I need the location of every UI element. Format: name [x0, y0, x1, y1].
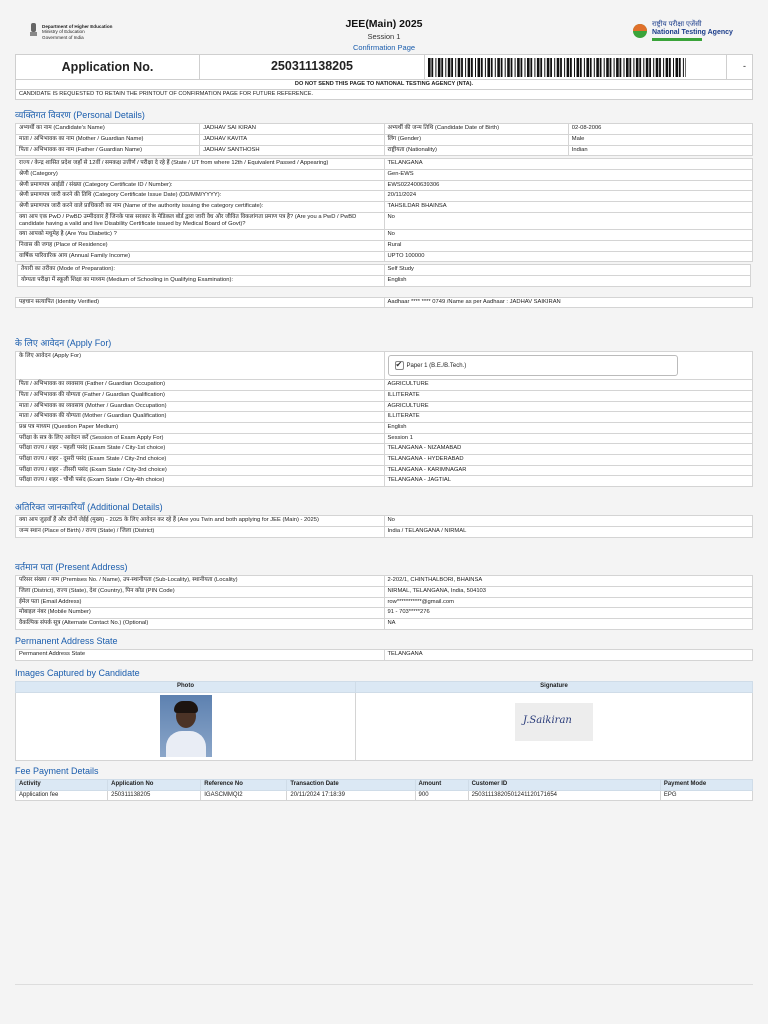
table-row	[16, 240, 753, 251]
field-value: JADHAV SAI KIRAN	[200, 124, 384, 135]
field-label: वार्षिक पारिवारिक आय (Annual Family Income)	[16, 251, 385, 262]
table-row	[16, 134, 753, 145]
photo-cell	[16, 692, 356, 760]
field-label: पिता / अभिभावक की योग्यता (Father / Guardian Qualification)	[16, 390, 385, 401]
field-label: क्या आप जुड़वाँ हैं और दोनों जेईई (मुख्य) - 2025 के लिए आवेदन कर रहे हैं (Are you Twin and both applying for JEE (Main) - 2025)	[16, 516, 385, 527]
field-label: तैयारी का तरीका (Mode of Preparation):	[18, 265, 385, 276]
table-row	[16, 465, 753, 476]
page-bottom-divider	[15, 984, 753, 985]
field-value: Self Study	[384, 265, 751, 276]
field-value: ILLITERATE	[384, 412, 753, 423]
signature-cell	[356, 692, 753, 760]
table-row	[16, 476, 753, 487]
present-address-heading: वर्तमान पता (Present Address)	[15, 562, 128, 572]
field-label: श्रेणी प्रमाणपत्र जारी करने की तिथि (Category Certificate Issue Date) (DD/MM/YYYY):	[16, 191, 385, 202]
field-label: माता / अभिभावक की योग्यता (Mother / Guardian Qualification)	[16, 412, 385, 423]
field-label: परीक्षा राज्य / शहर - दूसरी पसंद (Exam State / City-2nd choice)	[16, 455, 385, 466]
images-heading: Images Captured by Candidate	[15, 668, 140, 678]
field-value: Indian	[568, 145, 752, 156]
field-value: English	[384, 275, 751, 286]
field-label: ईमेल पता (Email Address)	[16, 597, 385, 608]
personal-details-section	[15, 110, 753, 308]
field-value: 20/11/2024	[384, 191, 753, 202]
fee-cell: 25031113820501241120171654	[468, 790, 660, 801]
candidate-photo	[160, 695, 212, 757]
field-value: TELANGANA - KARIMNAGAR	[384, 465, 753, 476]
field-value: TELANGANA	[384, 159, 753, 170]
photo-header: Photo	[16, 682, 356, 693]
field-value: NA	[384, 619, 753, 630]
fee-column-header: Application No	[108, 780, 201, 791]
nta-english-name: National Testing Agency	[652, 29, 733, 36]
field-label: परीक्षा राज्य / शहर - पहली पसंद (Exam State / City-1st choice)	[16, 444, 385, 455]
personal-grid-table	[15, 123, 753, 156]
apply-for-table	[15, 351, 753, 487]
field-value: Rural	[384, 240, 753, 251]
field-value: 2-202/1, CHINTHALBORI, BHAINSA	[384, 576, 753, 587]
permanent-state-label: Permanent Address State	[16, 650, 385, 661]
field-value: Gen-EWS	[384, 170, 753, 181]
fee-column-header: Customer ID	[468, 780, 660, 791]
permanent-address-section	[15, 636, 753, 661]
images-table	[15, 681, 753, 761]
field-label: परिसर संख्या / नाम (Premises No. / Name), उप-स्थानीयता (Sub-Locality), स्थानीयता (Locality)	[16, 576, 385, 587]
field-value: AGRICULTURE	[384, 401, 753, 412]
field-label: निवास की जगह (Place of Residence)	[16, 240, 385, 251]
page-header	[15, 14, 753, 54]
field-value: TAHSILDAR BHAINSA	[384, 202, 753, 213]
table-row	[18, 275, 751, 286]
field-value: Session 1	[384, 433, 753, 444]
table-row	[16, 790, 753, 801]
field-value: TELANGANA - HYDERABAD	[384, 455, 753, 466]
fee-column-header: Amount	[415, 780, 468, 791]
table-row	[16, 390, 753, 401]
fee-column-header: Activity	[16, 780, 108, 791]
table-row	[16, 202, 753, 213]
field-label: प्रश्न पत्र माध्यम (Question Paper Medium)	[16, 423, 385, 434]
apply-for-value	[384, 352, 753, 380]
field-label: माता / अभिभावक का नाम (Mother / Guardian Name)	[16, 134, 200, 145]
exam-title: JEE(Main) 2025	[345, 18, 423, 30]
identity-table	[15, 297, 753, 309]
table-row	[16, 145, 753, 156]
table-row	[16, 597, 753, 608]
table-row	[16, 352, 753, 380]
dept-line3: Government of India	[42, 34, 84, 40]
preparation-table	[17, 264, 751, 286]
do-not-send-notice: DO NOT SEND THIS PAGE TO NATIONAL TESTING AGENCY (NTA).	[15, 80, 753, 90]
table-row	[16, 180, 753, 191]
field-value: JADHAV KAVITA	[200, 134, 384, 145]
field-value: NIRMAL, TELANGANA, India, 504103	[384, 586, 753, 597]
field-label: श्रेणी प्रमाणपत्र आईडी / संख्या (Category Certificate ID / Number):	[16, 180, 385, 191]
table-row	[16, 401, 753, 412]
additional-details-heading: अतिरिक्त जानकारियाँ (Additional Details)	[15, 502, 163, 512]
table-row	[16, 444, 753, 455]
table-row	[16, 423, 753, 434]
table-row	[16, 159, 753, 170]
field-value: JADHAV SANTHOSH	[200, 145, 384, 156]
table-row	[16, 650, 753, 661]
table-row	[16, 526, 753, 537]
field-value: No	[384, 230, 753, 241]
application-number-value: 250311138205	[200, 55, 425, 79]
field-value: No	[384, 516, 753, 527]
fee-heading: Fee Payment Details	[15, 766, 99, 776]
table-row	[16, 212, 753, 229]
retain-printout-notice: CANDIDATE IS REQUESTED TO RETAIN THE PRINTOUT OF CONFIRMATION PAGE FOR FUTURE REFERENCE.	[15, 90, 753, 100]
nta-hindi-name: राष्ट्रीय परीक्षा एजेंसी	[652, 21, 702, 28]
images-section	[15, 668, 753, 761]
field-label: राष्ट्रीयता (Nationality)	[384, 145, 568, 156]
nta-logo	[633, 20, 743, 46]
table-header-row	[16, 682, 753, 693]
fee-section	[15, 766, 753, 801]
field-value: 02-08-2006	[568, 124, 752, 135]
table-row	[16, 191, 753, 202]
field-value: TELANGANA - JAGTIAL	[384, 476, 753, 487]
field-label: पिता / अभिभावक का व्यवसाय (Father / Guardian Occupation)	[16, 380, 385, 391]
identity-label: पहचान सत्यापित (Identity Verified)	[16, 297, 385, 308]
fee-table	[15, 779, 753, 801]
table-row	[16, 433, 753, 444]
field-value: 91 - 703*****276	[384, 608, 753, 619]
field-label: जिला (District), राज्य (State), देश (Country), पिन कोड (PIN Code)	[16, 586, 385, 597]
field-value: India / TELANGANA / NIRMAL	[384, 526, 753, 537]
fee-cell: 250311138205	[108, 790, 201, 801]
field-value: AGRICULTURE	[384, 380, 753, 391]
apply-for-section	[15, 338, 753, 487]
apply-for-label: के लिए आवेदन (Apply For)	[16, 352, 385, 380]
table-row	[16, 608, 753, 619]
field-label: परीक्षा राज्य / शहर - चौथी पसंद (Exam State / City-4th choice)	[16, 476, 385, 487]
paper-option	[388, 355, 678, 376]
field-label: मोबाइल नंबर (Mobile Number)	[16, 608, 385, 619]
field-value: TELANGANA - NIZAMABAD	[384, 444, 753, 455]
present-address-table	[15, 575, 753, 629]
additional-table	[15, 515, 753, 537]
additional-details-section	[15, 502, 753, 538]
table-row	[16, 576, 753, 587]
permanent-address-table	[15, 649, 753, 661]
session-label: Session 1	[367, 32, 401, 42]
application-number-label: Application No.	[16, 55, 200, 79]
field-label: अभ्यर्थी का नाम (Candidate's Name)	[16, 124, 200, 135]
field-label: श्रेणी (Category)	[16, 170, 385, 181]
nta-emblem-icon	[633, 24, 647, 38]
apply-for-heading: के लिए आवेदन (Apply For)	[15, 338, 112, 348]
nta-tagline-bar	[652, 38, 702, 41]
field-value: ILLITERATE	[384, 390, 753, 401]
table-row	[16, 380, 753, 391]
fee-column-header: Payment Mode	[660, 780, 752, 791]
document-sheet	[15, 14, 753, 798]
fee-cell: 900	[415, 790, 468, 801]
table-row	[16, 124, 753, 135]
field-value: row***********@gmail.com	[384, 597, 753, 608]
fee-column-header: Reference No	[201, 780, 287, 791]
field-value: Male	[568, 134, 752, 145]
field-label: क्या आप एक PwD / PwBD उम्मीदवार हैं जिनके पास सरकार के मेडिकल बोर्ड द्वारा जारी वैध और जीवित विकलांगता प्रमाण पत्र है? (Are you a PwD / PwBD candidate having a valid and live Disability Certificate issued by Medical Board of Govt)?	[16, 212, 385, 229]
fee-cell: Application fee	[16, 790, 108, 801]
field-value: EWS022400639306	[384, 180, 753, 191]
candidate-signature	[515, 703, 593, 741]
table-row	[16, 619, 753, 630]
table-row	[16, 455, 753, 466]
signature-text: J.Saikiran	[523, 714, 572, 726]
permanent-address-heading: Permanent Address State	[15, 636, 118, 646]
barcode-image	[428, 58, 686, 77]
field-label: राज्य / केन्द्र शासित प्रदेश जहाँ से 12वीं / समकक्ष उत्तीर्ण / परीक्षा दे रहे हैं (State / UT from where 12th / Equivalent Passed / Appearing)	[16, 159, 385, 170]
table-row	[18, 265, 751, 276]
table-header-row	[16, 780, 753, 791]
fee-cell: IGASCMMQI2	[201, 790, 287, 801]
field-label: परीक्षा राज्य / शहर - तीसरी पसंद (Exam State / City-3rd choice)	[16, 465, 385, 476]
field-value: No	[384, 212, 753, 229]
dept-line1: Department of Higher Education	[42, 24, 113, 29]
field-label: वैकल्पिक संपर्क सूत्र (Alternate Contact No.) (Optional)	[16, 619, 385, 630]
signature-header: Signature	[356, 682, 753, 693]
fee-cell: EPG	[660, 790, 752, 801]
table-row	[16, 586, 753, 597]
field-label: योग्यता परीक्षा में स्कूली शिक्षा का माध्यम (Medium of Schooling in Qualifying Examination):	[18, 275, 385, 286]
field-label: लिंग (Gender)	[384, 134, 568, 145]
fee-column-header: Transaction Date	[287, 780, 415, 791]
field-value: English	[384, 423, 753, 434]
table-row	[16, 230, 753, 241]
field-label: श्रेणी प्रमाणपत्र जारी करने वाले प्राधिकारी का नाम (Name of the authority issuing the category certificate):	[16, 202, 385, 213]
personal-details-heading: व्यक्तिगत विवरण (Personal Details)	[15, 110, 145, 120]
field-label: क्या आपको मधुमेह है (Are You Diabetic) ?	[16, 230, 385, 241]
field-label: पिता / अभिभावक का नाम (Father / Guardian Name)	[16, 145, 200, 156]
fee-cell: 20/11/2024 17:18:39	[287, 790, 415, 801]
present-address-section	[15, 562, 753, 630]
permanent-state-value: TELANGANA	[384, 650, 753, 661]
dept-line2: Ministry of Education	[42, 29, 85, 35]
identity-value: Aadhaar **** **** 0749 /Name as per Aadhaar : JADHAV SAIKIRAN	[384, 297, 753, 308]
application-number-bar	[15, 54, 753, 80]
table-row	[16, 170, 753, 181]
table-row	[16, 516, 753, 527]
field-label: अभ्यर्थी की जन्म तिथि (Candidate Date of Birth)	[384, 124, 568, 135]
field-label: माता / अभिभावक का व्यवसाय (Mother / Guardian Occupation)	[16, 401, 385, 412]
field-label: परीक्षा के सत्र के लिए आवेदन करें (Session of Exam Apply For)	[16, 433, 385, 444]
table-row	[16, 412, 753, 423]
paper-checkbox[interactable]	[395, 361, 404, 370]
barcode-suffix: -	[743, 61, 746, 71]
table-row	[16, 251, 753, 262]
table-row	[16, 297, 753, 308]
field-value: UPTO 100000	[384, 251, 753, 262]
paper-label: Paper 1 (B.E./B.Tech.)	[406, 363, 467, 370]
personal-rows-table	[15, 158, 753, 262]
field-label: जन्म स्थान (Place of Birth) / राज्य (State) / जिला (District)	[16, 526, 385, 537]
page-title: Confirmation Page	[352, 42, 416, 52]
table-row	[16, 692, 753, 760]
